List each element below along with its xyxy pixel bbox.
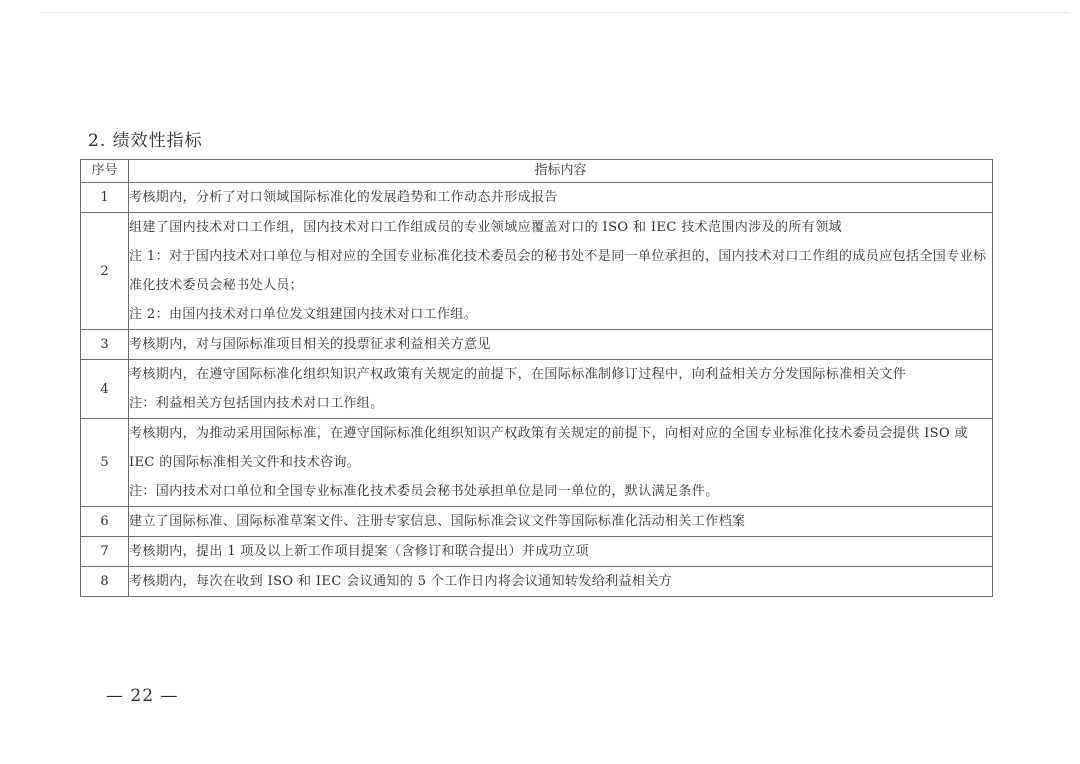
table-row bbox=[81, 507, 993, 537]
row-number: 5 bbox=[81, 419, 129, 507]
header-indicator-content: 指标内容 bbox=[129, 160, 993, 183]
header-serial-number: 序号 bbox=[81, 160, 129, 183]
content-line: 考核期内，在遵守国际标准化组织知识产权政策有关规定的前提下，在国际标准制修订过程中，向利益相关方分发国际标准相关文件 bbox=[129, 367, 907, 382]
table-row bbox=[81, 183, 993, 213]
table-row bbox=[81, 419, 993, 507]
section-title: 2. 绩效性指标 bbox=[88, 131, 203, 151]
content-line: 组建了国内技术对口工作组，国内技术对口工作组成员的专业领域应覆盖对口的 ISO 和 IEC 技术范围内涉及的所有领域 bbox=[129, 220, 843, 235]
row-number: 2 bbox=[81, 213, 129, 330]
row-content bbox=[129, 419, 993, 507]
row-content bbox=[129, 537, 993, 567]
row-number: 7 bbox=[81, 537, 129, 567]
note-line: 注 1：对于国内技术对口单位与相对应的全国专业标准化技术委员会的秘书处不是同一单位承担的，国内技术对口工作组的成员应包括全国专业标准化技术委员会秘书处人员； bbox=[129, 249, 987, 293]
content-line: 建立了国际标准、国际标准草案文件、注册专家信息、国际标准会议文件等国际标准化活动相关工作档案 bbox=[129, 514, 746, 529]
table-row bbox=[81, 537, 993, 567]
row-number: 8 bbox=[81, 567, 129, 597]
content-line: 考核期内，为推动采用国际标准，在遵守国际标准化组织知识产权政策有关规定的前提下，向相对应的全国专业标准化技术委员会提供 ISO 或 IEC 的国际标准相关文件和技术咨询。 bbox=[129, 426, 968, 470]
note-line: 注：国内技术对口单位和全国专业标准化技术委员会秘书处承担单位是同一单位的，默认满足条件。 bbox=[129, 484, 719, 499]
top-rule bbox=[40, 12, 1070, 13]
page-number: — 22 — bbox=[106, 686, 179, 706]
row-content bbox=[129, 567, 993, 597]
content-line: 考核期内，提出 1 项及以上新工作项目提案（含修订和联合提出）并成功立项 bbox=[129, 544, 589, 559]
table-row bbox=[81, 360, 993, 419]
content-line: 考核期内，对与国际标准项目相关的投票征求利益相关方意见 bbox=[129, 337, 491, 352]
row-content bbox=[129, 183, 993, 213]
indicator-table bbox=[80, 159, 993, 597]
row-number: 3 bbox=[81, 330, 129, 360]
row-number: 6 bbox=[81, 507, 129, 537]
content-line: 考核期内，分析了对口领域国际标准化的发展趋势和工作动态并形成报告 bbox=[129, 190, 558, 205]
row-content bbox=[129, 507, 993, 537]
row-number: 4 bbox=[81, 360, 129, 419]
table-row bbox=[81, 330, 993, 360]
row-content bbox=[129, 330, 993, 360]
table-row bbox=[81, 213, 993, 330]
note-line: 注 2：由国内技术对口单位发文组建国内技术对口工作组。 bbox=[129, 307, 478, 322]
table-row bbox=[81, 567, 993, 597]
row-content bbox=[129, 360, 993, 419]
table-header-row bbox=[81, 160, 993, 183]
content-line: 考核期内，每次在收到 ISO 和 IEC 会议通知的 5 个工作日内将会议通知转发给利益相关方 bbox=[129, 574, 673, 589]
row-number: 1 bbox=[81, 183, 129, 213]
note-line: 注：利益相关方包括国内技术对口工作组。 bbox=[129, 396, 384, 411]
row-content bbox=[129, 213, 993, 330]
